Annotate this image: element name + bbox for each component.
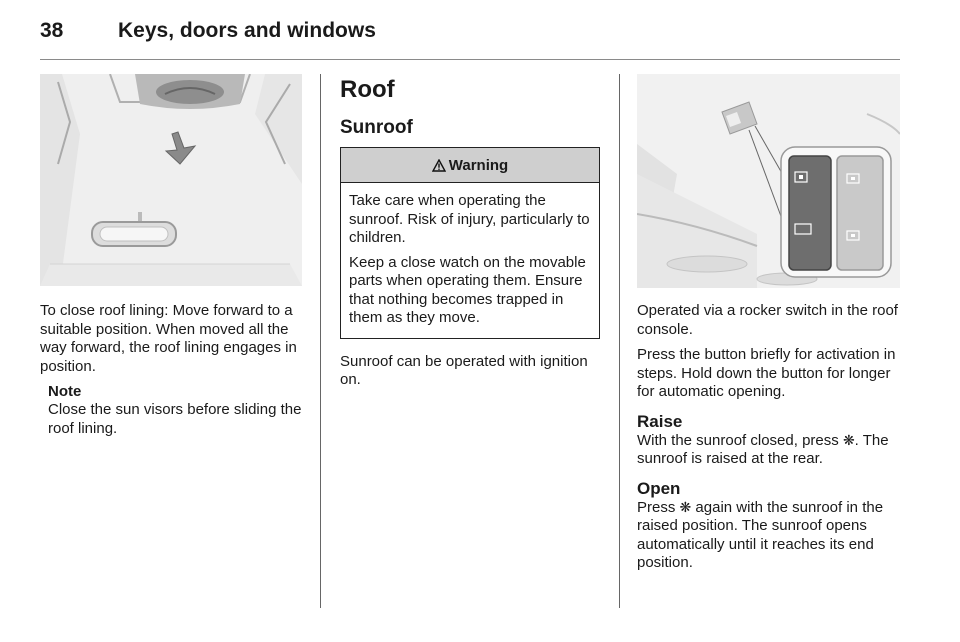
sunroof-button-icon: ❋ — [842, 432, 855, 449]
sunroof-switch-illustration — [637, 74, 900, 288]
open-text: Press ❋ again with the sunroof in the raised position. The sunroof opens automatically until it reaches its end position. — [637, 498, 884, 571]
warning-paragraph: Keep a close watch on the movable parts when operating them. Ensure that nothing becomes trapped in them as they move. — [349, 253, 586, 326]
press-button-text: Press the button briefly for activation in steps. Hold down the button for longer for automatic opening. — [637, 346, 896, 400]
note-block — [48, 383, 302, 438]
close-roof-lining-text: To close roof lining: Move forward to a suitable position. When moved all the way forward, the roof lining engages in position. — [40, 302, 297, 375]
heading-open: Open — [637, 478, 681, 498]
header-divider — [40, 59, 900, 60]
sunroof-ignition-text: Sunroof can be operated with ignition on. — [340, 352, 588, 388]
heading-raise: Raise — [637, 411, 683, 431]
warning-box — [340, 147, 600, 339]
page-number: 38 — [40, 19, 64, 42]
sunroof-button-icon: ❋ — [679, 499, 692, 516]
page-title: Keys, doors and windows — [118, 19, 376, 42]
warning-header — [341, 148, 599, 183]
section-heading-roof: Roof — [340, 76, 395, 103]
page-header — [40, 19, 920, 49]
rocker-switch-text: Operated via a rocker switch in the roof console. — [637, 302, 898, 338]
note-title: Note — [48, 383, 82, 400]
warning-body — [341, 183, 599, 338]
raise-text: With the sunroof closed, press ❋. The sunroof is raised at the rear. — [637, 431, 889, 467]
warning-title: Warning — [448, 156, 509, 174]
column-divider-left — [320, 74, 321, 608]
section-heading-sunroof: Sunroof — [340, 117, 413, 138]
column-divider-right — [619, 74, 620, 608]
column-right — [637, 74, 900, 573]
warning-paragraph: Take care when operating the sunroof. Risk of injury, particularly to children. — [349, 192, 590, 246]
sunroof-switch-drawing — [637, 74, 900, 288]
column-left — [40, 74, 302, 438]
warning-triangle-icon — [432, 159, 446, 172]
column-middle — [340, 74, 602, 390]
roof-lining-illustration — [40, 74, 302, 286]
roof-lining-drawing — [40, 74, 302, 286]
note-text: Close the sun visors before sliding the roof lining. — [48, 401, 302, 437]
